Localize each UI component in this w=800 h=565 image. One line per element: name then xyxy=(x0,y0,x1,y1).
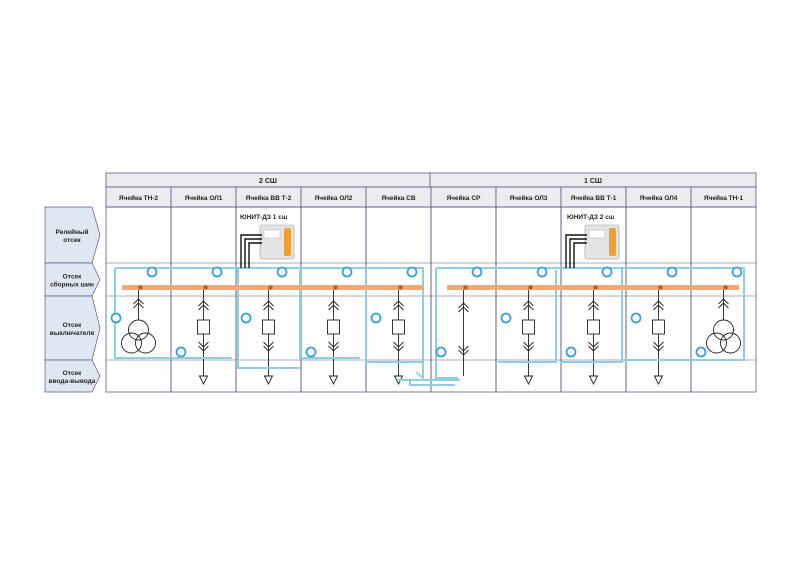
cell-symbol xyxy=(122,290,156,353)
row-label-line-1: Отсек xyxy=(62,370,82,377)
row-label-line-1: Отсек xyxy=(62,322,82,329)
relay-device-accent-1 xyxy=(284,228,291,256)
cell-symbol xyxy=(653,290,665,384)
sensor-icon xyxy=(502,314,511,323)
sensor-icon xyxy=(112,314,121,323)
sensor-icon xyxy=(343,268,352,277)
section-label-2: 2 СШ xyxy=(259,178,277,185)
sensor-icon xyxy=(278,268,287,277)
sensor-icon xyxy=(148,268,157,277)
sensor-icon xyxy=(213,268,222,277)
sensor-icon xyxy=(307,348,316,357)
sensor-icon xyxy=(733,268,742,277)
breaker-icon xyxy=(588,320,600,334)
sensor-icon xyxy=(603,268,612,277)
sensor-icon xyxy=(177,348,186,357)
busbar-joint xyxy=(593,285,597,289)
breaker-icon xyxy=(198,320,210,334)
sensor-icon xyxy=(242,314,251,323)
row-label-line-2: ввода-вывода xyxy=(48,378,96,385)
busbar-joint xyxy=(138,285,142,289)
output-arrow-icon xyxy=(200,376,208,384)
busbar-joint xyxy=(723,285,727,289)
breaker-icon xyxy=(393,320,405,334)
relay-unit-1 xyxy=(240,214,294,268)
cell-label: Ячейка ВВ Т-1 xyxy=(570,195,617,202)
row-label-line-2: выключателя xyxy=(49,330,95,337)
cell-symbol xyxy=(588,290,600,384)
cell-label: Ячейка СВ xyxy=(381,195,416,202)
busbar-joint xyxy=(463,285,467,289)
row-label-line-1: Отсек xyxy=(62,273,82,281)
breaker-icon xyxy=(263,320,275,334)
cell-label: Ячейка ОЛ3 xyxy=(509,195,548,202)
cell-symbol xyxy=(393,290,405,384)
transformer-winding-icon xyxy=(721,333,741,353)
sensor-icon xyxy=(567,348,576,357)
section-label-1: 1 СШ xyxy=(584,178,602,185)
cell-label: Ячейка ТН-1 xyxy=(703,195,744,202)
transformer-winding-icon xyxy=(129,320,149,340)
cell-label: Ячейка ТН-2 xyxy=(118,195,159,202)
busbar-1 xyxy=(447,285,739,290)
breaker-icon xyxy=(523,320,535,334)
relay-device-screen-2 xyxy=(589,230,605,238)
row-label-3 xyxy=(45,296,100,360)
sensor-icon xyxy=(632,314,641,323)
output-arrow-icon xyxy=(655,376,663,384)
cell-symbol xyxy=(459,290,469,376)
row-label-2 xyxy=(45,263,100,296)
cell-symbol xyxy=(707,290,741,353)
transformer-winding-icon xyxy=(136,333,156,353)
sensor-icon xyxy=(668,268,677,277)
relay-unit-2 xyxy=(566,214,619,268)
busbar-joint xyxy=(333,285,337,289)
row-label-line-2: сборных шин xyxy=(50,281,94,289)
sensor-icon xyxy=(437,348,446,357)
section-link xyxy=(397,380,460,385)
sensor-icon xyxy=(408,268,417,277)
output-arrow-icon xyxy=(525,376,533,384)
row-label-line-1: Релейный xyxy=(55,229,89,236)
sensor-icon xyxy=(372,314,381,323)
cell-label: Ячейка СР xyxy=(446,195,481,202)
row-labels xyxy=(45,207,100,392)
busbar-joint xyxy=(398,285,402,289)
cell-symbol xyxy=(328,290,340,384)
cell-symbol xyxy=(523,290,535,384)
transformer-winding-icon xyxy=(714,320,734,340)
output-arrow-icon xyxy=(330,376,338,384)
busbar-joint xyxy=(528,285,532,289)
breaker-icon xyxy=(328,320,340,334)
relay-unit-label-1: ЮНИТ-ДЗ 1 сш xyxy=(240,214,288,221)
relay-unit-label-2: ЮНИТ-ДЗ 2 сш xyxy=(567,214,615,221)
row-label-1 xyxy=(45,207,100,263)
cell-label: Ячейка ОЛ2 xyxy=(314,195,353,202)
relay-device-screen-1 xyxy=(264,230,280,238)
row-label-line-2: отсек xyxy=(63,237,81,244)
cell-label: Ячейка ОЛ4 xyxy=(639,195,678,202)
cell-label: Ячейка ВВ Т-2 xyxy=(245,195,292,202)
sensor-icon xyxy=(538,268,547,277)
sensor-icon xyxy=(473,268,482,277)
cell-label: Ячейка ОЛ1 xyxy=(184,195,223,202)
sensor-icon xyxy=(697,348,706,357)
sensors xyxy=(112,268,742,357)
output-arrow-icon xyxy=(265,376,273,384)
cell-symbol xyxy=(198,290,210,384)
busbar-joint xyxy=(658,285,662,289)
row-label-4 xyxy=(45,360,100,392)
busbar-joint xyxy=(203,285,207,289)
breaker-icon xyxy=(653,320,665,334)
relay-device-accent-2 xyxy=(609,228,616,256)
busbar-2 xyxy=(122,285,424,290)
output-arrow-icon xyxy=(590,376,598,384)
busbar-joint xyxy=(268,285,272,289)
cell-symbol xyxy=(263,290,275,384)
